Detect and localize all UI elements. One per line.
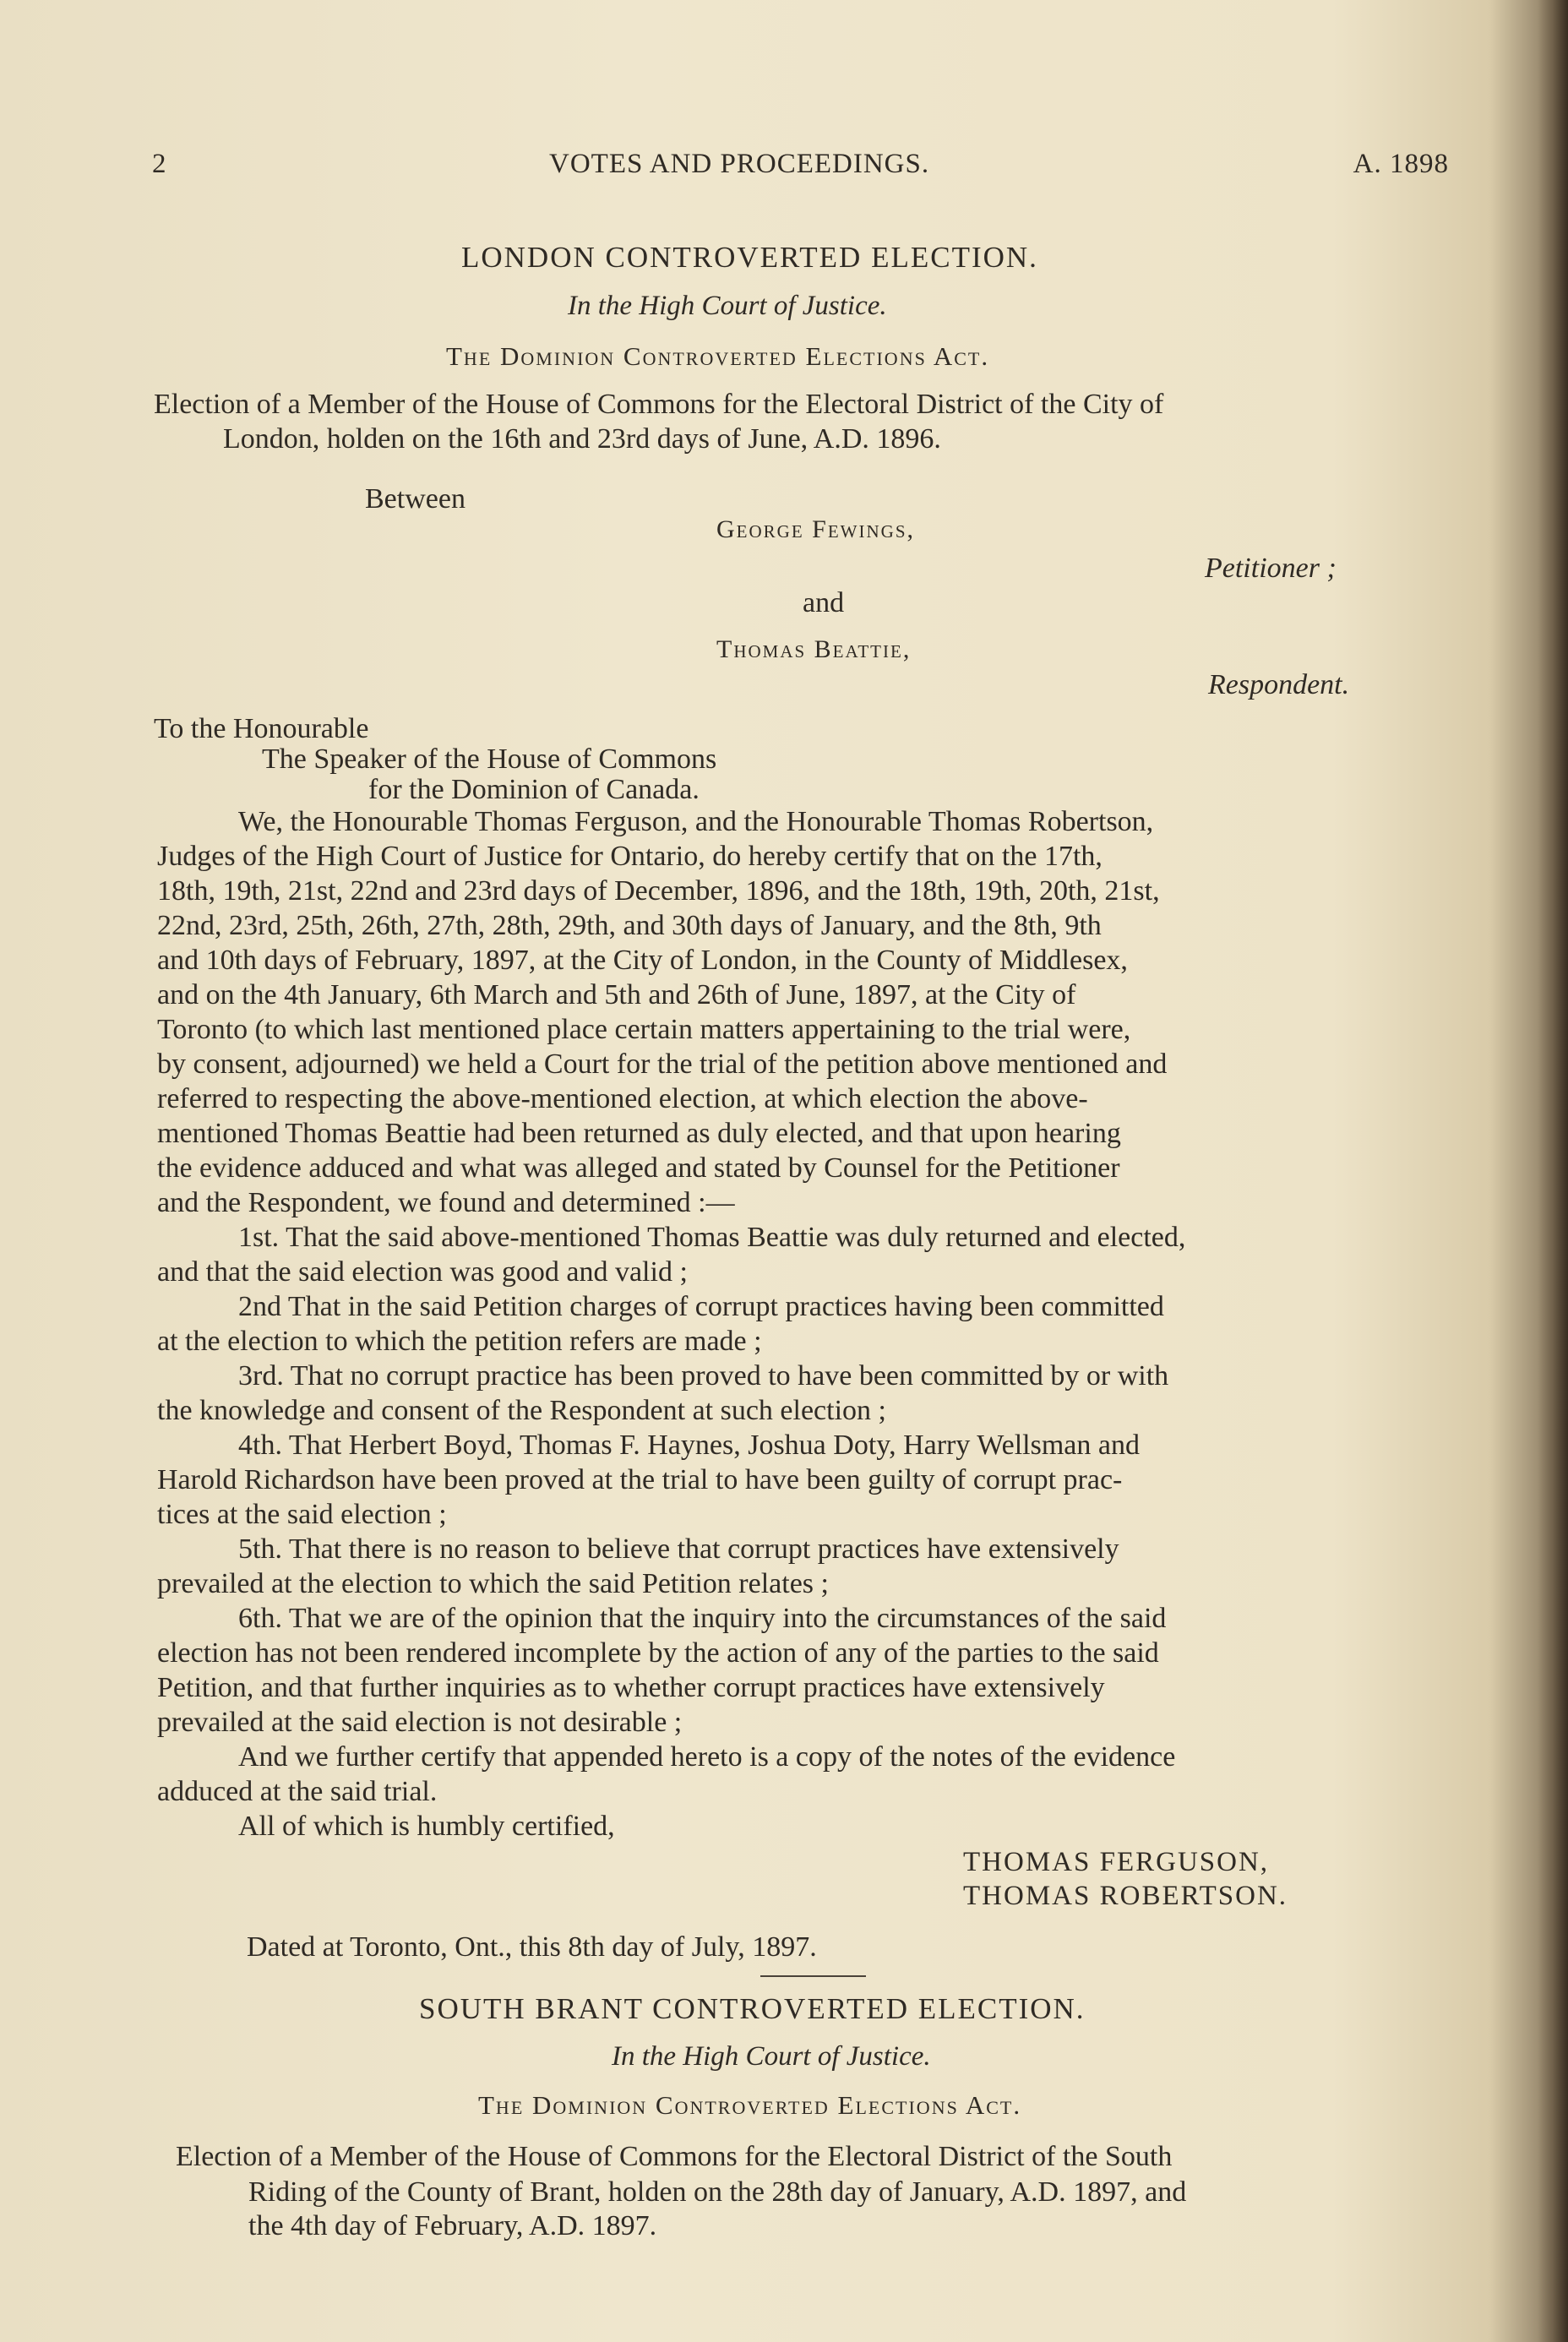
- body-line: And we further certify that appended hereto is a copy of the notes of the evidence: [238, 1741, 1176, 1773]
- session-year: A. 1898: [1353, 149, 1449, 179]
- finding-line: tices at the said election ;: [157, 1499, 447, 1530]
- body-line: adduced at the said trial.: [157, 1776, 438, 1807]
- body-line: 18th, 19th, 21st, 22nd and 23rd days of December, 1896, and the 18th, 19th, 20th, 21st,: [157, 875, 1160, 907]
- south-brant-election-line-2: Riding of the County of Brant, holden on the 28th day of January, A.D. 1897, and: [248, 2176, 1187, 2208]
- london-title: LONDON CONTROVERTED ELECTION.: [461, 241, 1038, 274]
- body-line: and the Respondent, we found and determined :—: [157, 1187, 735, 1218]
- finding-line: prevailed at the election to which the said Petition relates ;: [157, 1568, 829, 1599]
- body-line: We, the Honourable Thomas Ferguson, and the Honourable Thomas Robertson,: [238, 806, 1154, 837]
- south-brant-act: The Dominion Controverted Elections Act.: [478, 2090, 1022, 2120]
- london-respondent-name: Thomas Beattie,: [716, 635, 912, 663]
- body-line: referred to respecting the above-mentioned election, at which election the above-: [157, 1083, 1088, 1114]
- london-election-line-2: London, holden on the 16th and 23rd days of June, A.D. 1896.: [223, 423, 941, 455]
- address-line-3: for the Dominion of Canada.: [368, 774, 700, 805]
- finding-line: election has not been rendered incomplete by the action of any of the parties to the said: [157, 1637, 1159, 1669]
- finding-line: 2nd That in the said Petition charges of corrupt practices having been committed: [238, 1291, 1164, 1322]
- body-line: and 10th days of February, 1897, at the City of London, in the County of Middlesex,: [157, 945, 1128, 976]
- finding-line: prevailed at the said election is not desirable ;: [157, 1707, 683, 1738]
- finding-line: 4th. That Herbert Boyd, Thomas F. Haynes, Joshua Doty, Harry Wellsman and: [238, 1430, 1140, 1461]
- address-line-2: The Speaker of the House of Commons: [262, 743, 717, 775]
- signature-robertson: THOMAS ROBERTSON.: [963, 1881, 1288, 1911]
- finding-line: 1st. That the said above-mentioned Thomas Beattie was duly returned and elected,: [238, 1222, 1186, 1253]
- south-brant-election-line-3: the 4th day of February, A.D. 1897.: [248, 2210, 657, 2241]
- london-election-line-1: Election of a Member of the House of Commons for the Electoral District of the City of: [154, 389, 1164, 420]
- finding-line: 3rd. That no corrupt practice has been proved to have been committed by or with: [238, 1360, 1169, 1392]
- finding-line: the knowledge and consent of the Respondent at such election ;: [157, 1395, 886, 1426]
- london-petitioner-role: Petitioner ;: [1205, 553, 1337, 584]
- body-line: Judges of the High Court of Justice for Ontario, do hereby certify that on the 17th,: [157, 841, 1102, 872]
- finding-line: Petition, and that further inquiries as to whether corrupt practices have extensively: [157, 1672, 1105, 1703]
- finding-line: and that the said election was good and valid ;: [157, 1256, 688, 1288]
- finding-line: 5th. That there is no reason to believe that corrupt practices have extensively: [238, 1533, 1119, 1565]
- south-brant-title: SOUTH BRANT CONTROVERTED ELECTION.: [419, 1992, 1086, 2025]
- finding-line: 6th. That we are of the opinion that the inquiry into the circumstances of the said: [238, 1603, 1167, 1634]
- body-line: and on the 4th January, 6th March and 5th and 26th of June, 1897, at the City of: [157, 979, 1076, 1010]
- page-number: 2: [152, 149, 167, 179]
- finding-line: Harold Richardson have been proved at the trial to have been guilty of corrupt prac-: [157, 1464, 1123, 1495]
- south-brant-court: In the High Court of Justice.: [612, 2041, 931, 2072]
- london-respondent-role: Respondent.: [1208, 669, 1350, 700]
- london-act: The Dominion Controverted Elections Act.: [446, 341, 990, 371]
- body-line: the evidence adduced and what was alleged and stated by Counsel for the Petitioner: [157, 1152, 1120, 1184]
- london-court: In the High Court of Justice.: [568, 291, 887, 321]
- section-divider: [760, 1975, 866, 1977]
- body-line: 22nd, 23rd, 25th, 26th, 27th, 28th, 29th, and 30th days of January, and the 8th, 9th: [157, 910, 1102, 941]
- signature-ferguson: THOMAS FERGUSON,: [963, 1847, 1270, 1877]
- body-line: by consent, adjourned) we held a Court for the trial of the petition above mentioned and: [157, 1048, 1168, 1080]
- finding-line: at the election to which the petition refers are made ;: [157, 1326, 762, 1357]
- dated-line: Dated at Toronto, Ont., this 8th day of July, 1897.: [247, 1931, 817, 1963]
- body-line: Toronto (to which last mentioned place certain matters appertaining to the trial were,: [157, 1014, 1131, 1045]
- london-and: and: [803, 587, 845, 618]
- london-between: Between: [365, 483, 466, 515]
- book-gutter-shadow: [1538, 0, 1568, 2342]
- certificate-body: [157, 804, 1456, 1844]
- running-title: VOTES AND PROCEEDINGS.: [549, 149, 930, 179]
- address-line-1: To the Honourable: [154, 713, 369, 744]
- south-brant-election-line-1: Election of a Member of the House of Commons for the Electoral District of the South: [176, 2141, 1173, 2172]
- body-line: mentioned Thomas Beattie had been returned as duly elected, and that upon hearing: [157, 1118, 1121, 1149]
- body-line: All of which is humbly certified,: [238, 1811, 615, 1842]
- london-petitioner-name: George Fewings,: [716, 515, 915, 543]
- running-header: [152, 149, 1449, 191]
